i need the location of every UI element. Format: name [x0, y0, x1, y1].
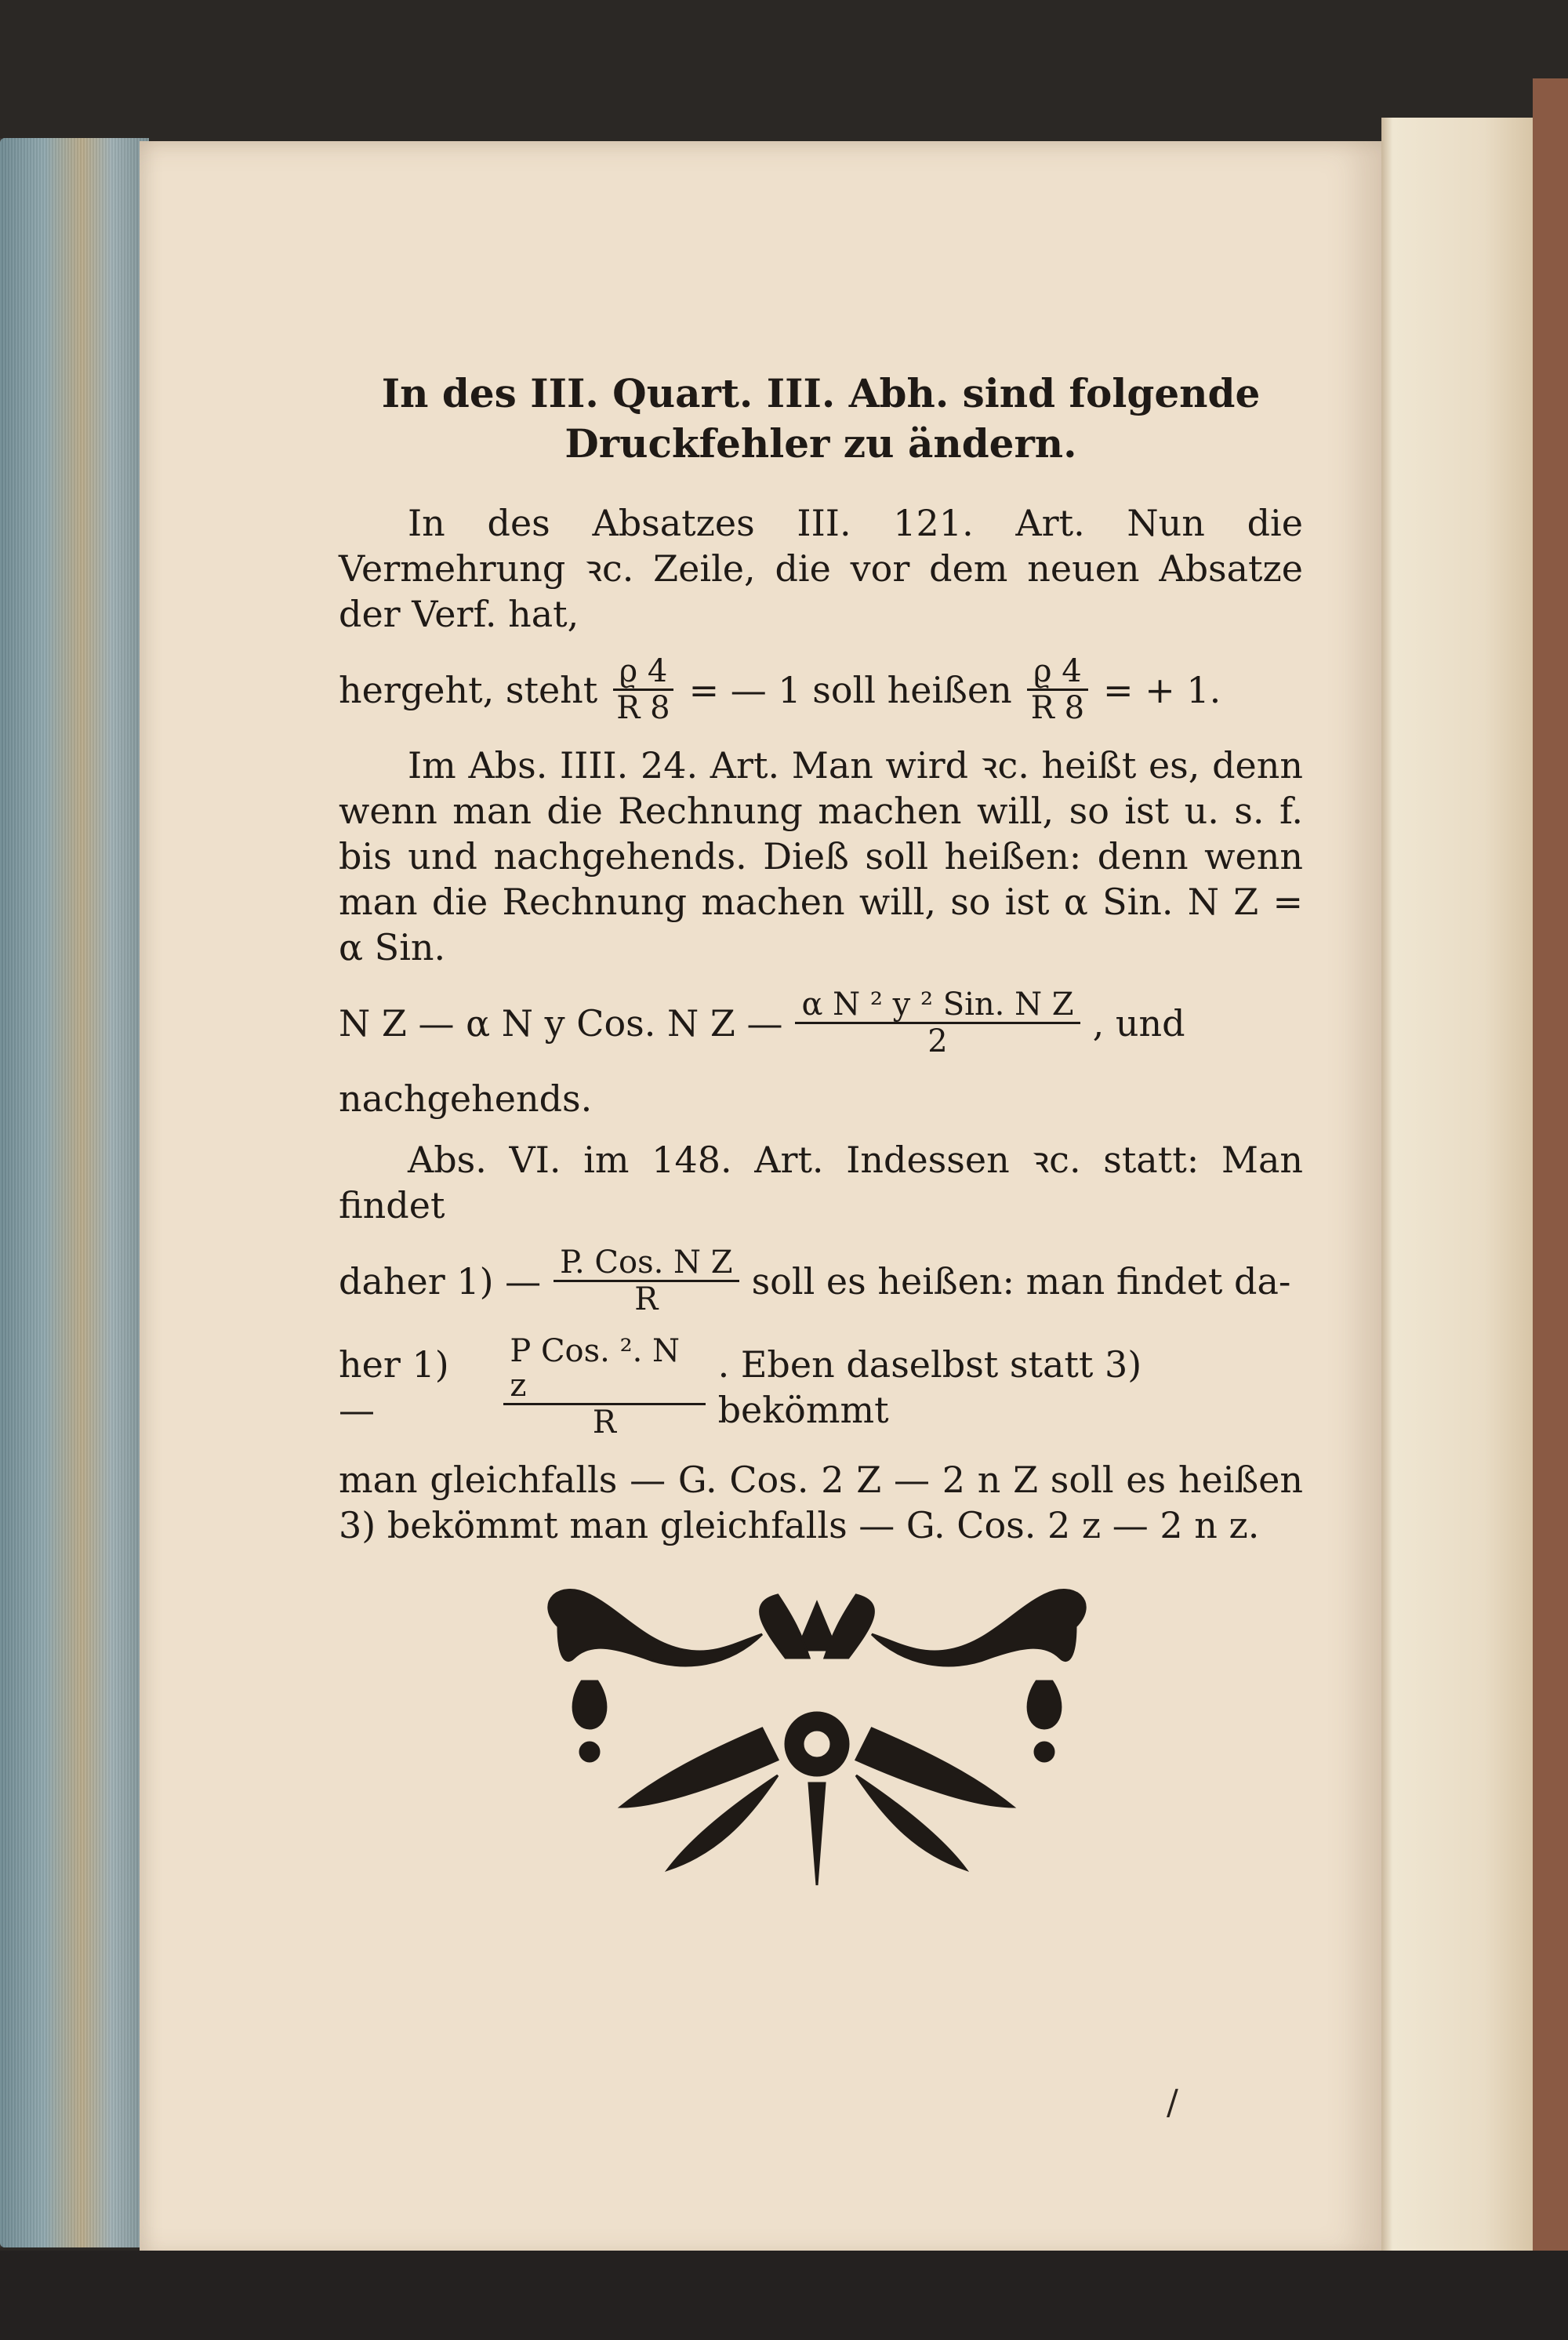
paragraph-2-end: nachgehends. — [339, 1077, 593, 1120]
formula-tail: . Eben daselbst statt 3) bekömmt — [717, 1343, 1142, 1431]
formula-line-3 — [339, 1245, 1303, 1317]
formula-middle: = — 1 soll heißen — [688, 668, 1012, 711]
paragraph-3 — [339, 1137, 1303, 1548]
formula-lead: daher 1) — — [339, 1259, 542, 1303]
fraction — [610, 654, 676, 725]
fraction-numerator: ϱ 4 — [613, 654, 674, 691]
fraction-denominator: R 8 — [1030, 690, 1085, 726]
formula-tail: soll es heißen: man findet da- — [751, 1259, 1291, 1303]
background-shadow — [0, 2251, 1568, 2340]
formula-tail: , und — [1092, 1001, 1185, 1045]
fraction-numerator: α N ² y ² Sin. N Z — [795, 987, 1080, 1024]
paragraph-1 — [339, 500, 1303, 725]
formula-line-2 — [339, 987, 1303, 1059]
fraction-denominator: R — [634, 1281, 659, 1317]
fraction-numerator: ϱ 4 — [1027, 654, 1088, 691]
right-cover-edge — [1533, 78, 1568, 2274]
floral-ornament — [527, 1572, 1107, 1909]
fraction-denominator: R 8 — [616, 690, 670, 726]
left-page-block — [0, 138, 149, 2247]
errata-title: In des III. Quart. III. Abh. sind folgende Druckfehler zu ändern. — [381, 370, 1261, 467]
formula-line-1 — [339, 654, 1303, 725]
page-mark: / — [1167, 2083, 1178, 2123]
fraction-denominator: R — [592, 1404, 617, 1441]
paragraph-2 — [339, 743, 1303, 1121]
fraction — [795, 987, 1080, 1059]
paragraph-3-end: man gleichfalls — G. Cos. 2 Z — 2 n Z soll es heißen 3) bekömmt man gleichfalls — G. Cos. 2 z — 2 n z. — [339, 1459, 1303, 1546]
formula-tail: = + 1. — [1103, 668, 1221, 711]
formula-line-4 — [339, 1334, 1303, 1440]
formula-lead: N Z — α N y Cos. N Z — — [339, 1001, 783, 1045]
formula-lead: her 1) — — [339, 1343, 449, 1431]
paragraph-1-text: In des Absatzes III. 121. Art. Nun die Vermehrung ꝛc. Zeile, die vor dem neuen Absatze der Verf. hat, — [339, 502, 1303, 635]
paragraph-2-text: Im Abs. IIII. 24. Art. Man wird ꝛc. heißt es, denn wenn man die Rechnung machen will, so ist u. s. f. bis und nachgehends. Dieß soll heißen: denn wenn man die Rechnung machen will, so ist α Sin. N Z = α Sin. — [339, 744, 1303, 968]
fraction-numerator: P. Cos. N Z — [554, 1245, 739, 1282]
fraction-numerator: P Cos. ². N z — [503, 1334, 705, 1405]
paragraph-3-text: Abs. VI. im 148. Art. Indessen ꝛc. statt: Man findet — [339, 1139, 1303, 1226]
fraction — [554, 1245, 739, 1317]
fraction — [503, 1334, 705, 1440]
page-text — [339, 369, 1303, 1564]
fraction-denominator: 2 — [927, 1023, 948, 1059]
formula-lead: hergeht, steht — [339, 668, 598, 711]
fraction — [1025, 654, 1091, 725]
